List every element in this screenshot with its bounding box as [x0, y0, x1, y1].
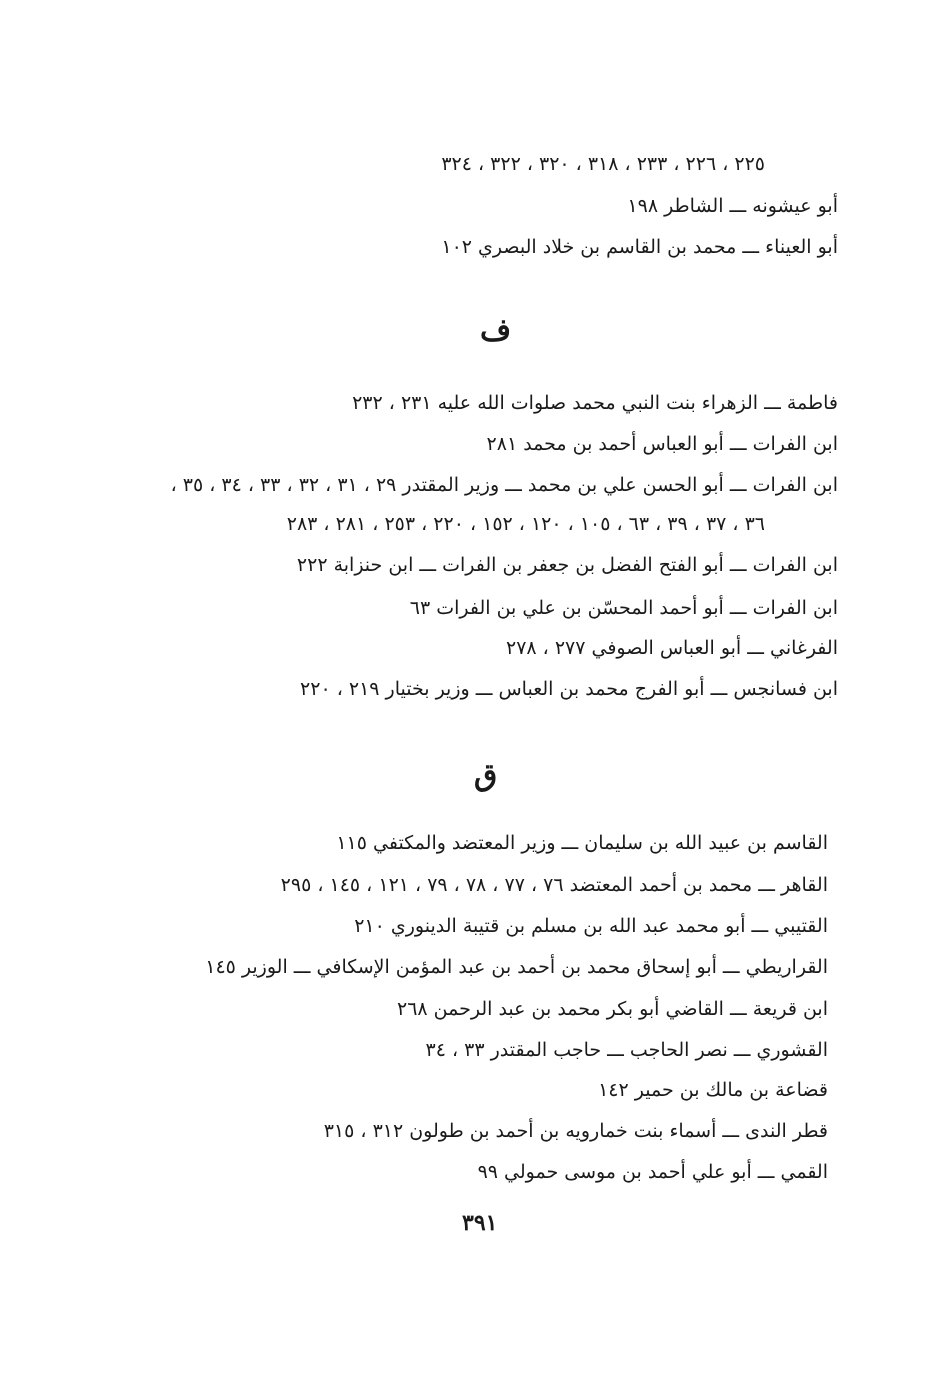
index-entry: الفرغاني ـــ أبو العباس الصوفي ٢٧٧ ، ٢٧٨	[506, 637, 838, 659]
index-entry: فاطمة ـــ الزهراء بنت النبي محمد صلوات الله عليه ٢٣١ ، ٢٣٢	[352, 392, 838, 414]
index-entry: ابن الفرات ـــ أبو العباس أحمد بن محمد ٢٨١	[486, 433, 838, 455]
index-entry: ابن الفرات ـــ أبو الفتح الفضل بن جعفر بن الفرات ـــ ابن حنزابة ٢٢٢	[296, 554, 838, 576]
index-entry: القشوري ـــ نصر الحاجب ـــ حاجب المقتدر ٣٣ ، ٣٤	[425, 1039, 828, 1061]
index-entry: ابن قريعة ـــ القاضي أبو بكر محمد بن عبد الرحمن ٢٦٨	[397, 998, 828, 1020]
page-number: ٣٩١	[462, 1210, 498, 1236]
section-letter-fa: ف	[480, 313, 512, 348]
index-entry: القراريطي ـــ أبو إسحاق محمد بن أحمد بن عبد المؤمن الإسكافي ـــ الوزير ١٤٥	[205, 956, 828, 978]
index-entry: أبو العيناء ـــ محمد بن القاسم بن خلاد البصري ١٠٢	[441, 236, 838, 258]
index-entry: ابن الفرات ـــ أبو الحسن علي بن محمد ـــ وزير المقتدر ٢٩ ، ٣١ ، ٣٢ ، ٣٣ ، ٣٤ ، ٣٥ ،	[170, 474, 838, 496]
index-entry: قضاعة بن مالك بن حمير ١٤٢	[598, 1079, 828, 1101]
index-entry-continuation: ٣٦ ، ٣٧ ، ٣٩ ، ٦٣ ، ١٠٥ ، ١٢٠ ، ١٥٢ ، ٢٢٠ ، ٢٥٣ ، ٢٨١ ، ٢٨٣	[286, 513, 765, 535]
index-entry: القمي ـــ أبو علي أحمد بن موسى حمولي ٩٩	[477, 1161, 828, 1183]
index-entry: ابن الفرات ـــ أبو أحمد المحسّن بن علي بن الفرات ٦٣	[409, 597, 838, 619]
index-entry: أبو عيشونه ـــ الشاطر ١٩٨	[627, 195, 838, 217]
index-entry: ابن فسانجس ـــ أبو الفرج محمد بن العباس ـــ وزير بختيار ٢١٩ ، ٢٢٠	[300, 678, 838, 700]
index-entry: قطر الندى ـــ أسماء بنت خمارويه بن أحمد بن طولون ٣١٢ ، ٣١٥	[323, 1120, 828, 1142]
index-entry-continuation: ٢٢٥ ، ٢٢٦ ، ٢٣٣ ، ٣١٨ ، ٣٢٠ ، ٣٢٢ ، ٣٢٤	[441, 153, 765, 175]
index-entry: القاهر ـــ محمد بن أحمد المعتضد ٧٦ ، ٧٧ ، ٧٨ ، ٧٩ ، ١٢١ ، ١٤٥ ، ٢٩٥	[280, 874, 828, 896]
index-entry: القتيبي ـــ أبو محمد عبد الله بن مسلم بن قتيبة الدينوري ٢١٠	[354, 915, 828, 937]
section-letter-qaf: ق	[474, 758, 498, 793]
index-entry: القاسم بن عبيد الله بن سليمان ـــ وزير المعتضد والمكتفي ١١٥	[336, 832, 828, 854]
